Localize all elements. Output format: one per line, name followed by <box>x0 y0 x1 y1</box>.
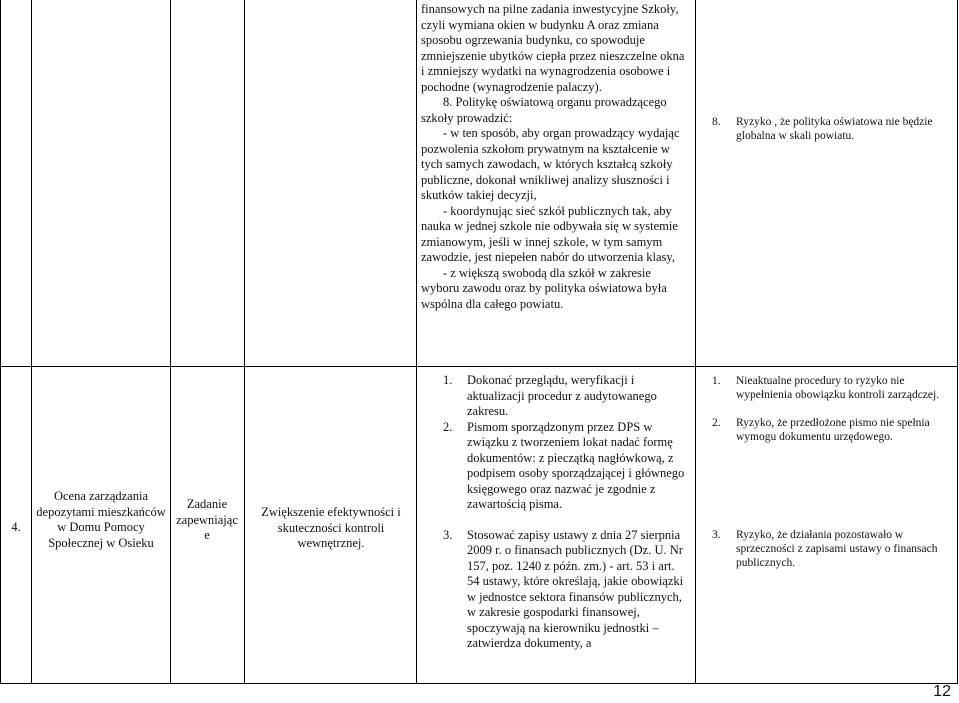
measure-item <box>443 528 690 652</box>
risk-item <box>712 374 950 402</box>
column-divider-3 <box>244 0 245 684</box>
risk-text: Nieaktualne procedury to ryzyko nie wypełnienia obowiązku kontroli zarządczej. <box>736 375 940 401</box>
measure-item <box>443 420 690 513</box>
measure-number: 3. <box>443 527 453 542</box>
risk-number: 8. <box>712 116 721 128</box>
table-border-bottom <box>0 683 958 684</box>
risk-cell-continued <box>712 115 950 143</box>
risk-number: 1. <box>712 375 721 387</box>
risks-cell <box>712 374 950 570</box>
measure-text-8-bullet-1: - w ten sposób, aby organ prowadzący wydając pozwolenia szkołom prywatnym na kształcenie w tych samych zawodach, w których kształcą szkoły publiczne, dokonał wnikliwej analizy słuszności i skutków takiej decyzji, <box>421 126 680 202</box>
column-divider-2 <box>170 0 171 684</box>
risk-item <box>712 416 950 444</box>
audit-goal: Zwiększenie efektywności i skuteczności kontroli wewnętrznej. <box>261 505 401 550</box>
risk-item <box>712 528 950 570</box>
risk-number: 2. <box>712 417 721 429</box>
column-divider-4 <box>416 0 417 684</box>
risk-text: Ryzyko , że polityka oświatowa nie będzie globalna w skali powiatu. <box>736 116 933 142</box>
row-divider <box>0 366 958 367</box>
measure-text-8-bullet-3: - z większą swobodą dla szkół w zakresie wyboru zawodu oraz by polityka oświatowa była wspólna dla całego powiatu. <box>421 265 667 311</box>
measure-number: 1. <box>443 373 453 387</box>
measures-cell <box>443 373 690 652</box>
risk-number: 3. <box>712 529 721 541</box>
task-type: Zadanie zapewniając e <box>176 497 238 542</box>
column-divider-1 <box>31 0 32 684</box>
measure-text-7-continued: finansowych na pilne zadania inwestycyjne Szkoły, czyli wymiana okien w budynku A oraz zmiana sposobu ogrzewania budynku, co spowoduje zmniejszenie ubytków ciepła przez nieszczelne okna i zmniejszy wydatki na wynagrodzenia osobowe i pochodne (wynagrodzenie palaczy). <box>421 2 685 94</box>
table-border-left <box>0 0 1 684</box>
measure-item <box>443 373 690 420</box>
column-divider-5 <box>695 0 696 684</box>
row-number: 4. <box>11 520 21 534</box>
measure-number: 2. <box>443 419 453 434</box>
measure-text: Dokonać przeglądu, weryfikacji i aktualizacji procedur z audytowanego zakresu. <box>467 373 657 418</box>
measure-text-8-intro: 8. Politykę oświatową organu prowadzącego szkoły prowadzić: <box>421 95 667 125</box>
measures-list <box>443 373 690 652</box>
page-number: 12 <box>933 683 951 700</box>
measures-cell-continued <box>421 2 689 312</box>
risk-text: Ryzyko, że działania pozostawało w sprzeczności z zapisami ustawy o finansach publicznych. <box>736 529 938 569</box>
measure-text: Pismom sporządzonym przez DPS w związku z tworzeniem lokat nadać formę dokumentów: z pieczątką nagłówkową, z podpisem osoby sporządzającej i głównego księgowego oraz nazwać je zgodnie z zawartością pisma. <box>467 419 685 511</box>
measure-text-8-bullet-2: - koordynując sieć szkół publicznych tak, aby nauka w jednej szkole nie odbywała się w systemie zmianowym, jeśli w innej szkole, w tym samym zawodzie, jest niepełen nabór do utworzenia klasy, <box>421 203 678 264</box>
risk-text: Ryzyko, że przedłożone pismo nie spełnia wymogu dokumentu urzędowego. <box>736 417 930 443</box>
measure-text: Stosować zapisy ustawy z dnia 27 sierpnia 2009 r. o finansach publicznych (Dz. U. Nr 157, poz. 1240 z późn. zm.) - art. 53 i art. 54 ustawy, które określają, jakie obowiązki w jednostce sektora finansów publicznych, w zakresie gospodarki finansowej, spoczywają na kierowniku jednostki – zatwierdza dokumenty, a <box>467 527 684 650</box>
audit-area: Ocena zarządzania depozytami mieszkańców w Domu Pomocy Społecznej w Osieku <box>36 489 166 550</box>
risk-item-8 <box>712 115 950 143</box>
table-border-right <box>957 0 958 684</box>
